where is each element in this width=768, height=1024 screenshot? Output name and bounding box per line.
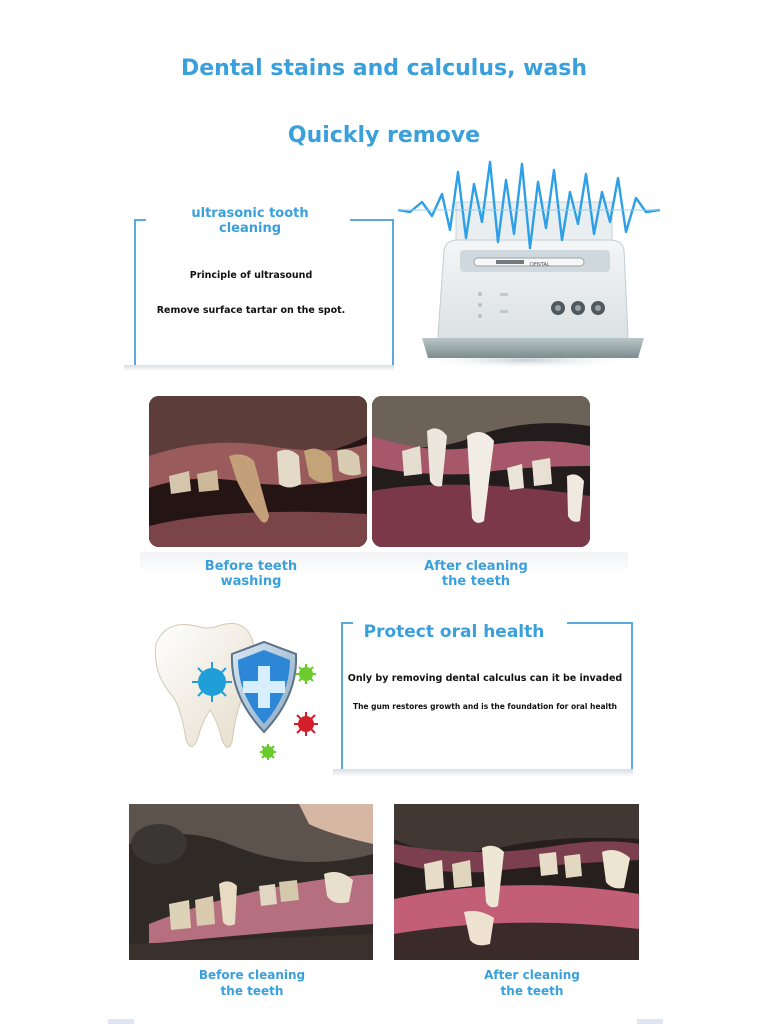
- after-cleaning-caption: After cleaning the teeth: [484, 968, 580, 998]
- before-cleaning-photo: [129, 804, 373, 960]
- after-cleaning-photo: [394, 804, 639, 960]
- before-cleaning-caption: Before cleaning the teeth: [198, 968, 306, 998]
- ultrasonic-scaler-device-image: [398, 152, 660, 370]
- page-title: Dental stains and calculus, wash: [180, 56, 588, 81]
- bottom-accent-right: [637, 1019, 663, 1024]
- after-washing-caption: After cleaning the teeth: [424, 559, 528, 589]
- page-subtitle: Quickly remove: [287, 123, 481, 148]
- frame-shadow: [124, 365, 394, 371]
- oral-health-text-1: Only by removing dental calculus can it be invaded: [347, 673, 623, 684]
- ultrasonic-heading: ultrasonic tooth cleaning: [191, 206, 309, 236]
- oral-health-text-2: The gum restores growth and is the foundation for oral health: [352, 702, 618, 711]
- ultrasonic-text-2: Remove surface tartar on the spot.: [156, 305, 346, 316]
- before-washing-photo: [149, 396, 367, 547]
- ultrasonic-info-frame: [134, 219, 394, 369]
- before-washing-caption: Before teeth washing: [204, 559, 298, 589]
- oral-health-heading: Protect oral health: [363, 622, 545, 642]
- after-washing-photo: [372, 396, 590, 547]
- tooth-shield-illustration: [146, 614, 326, 774]
- oral-health-frame: [341, 622, 633, 772]
- device-brand-label: DENTAL: [530, 262, 550, 268]
- oral-frame-shadow: [333, 769, 633, 777]
- bottom-accent-left: [108, 1019, 134, 1024]
- ultrasonic-text-1: Principle of ultrasound: [189, 270, 313, 281]
